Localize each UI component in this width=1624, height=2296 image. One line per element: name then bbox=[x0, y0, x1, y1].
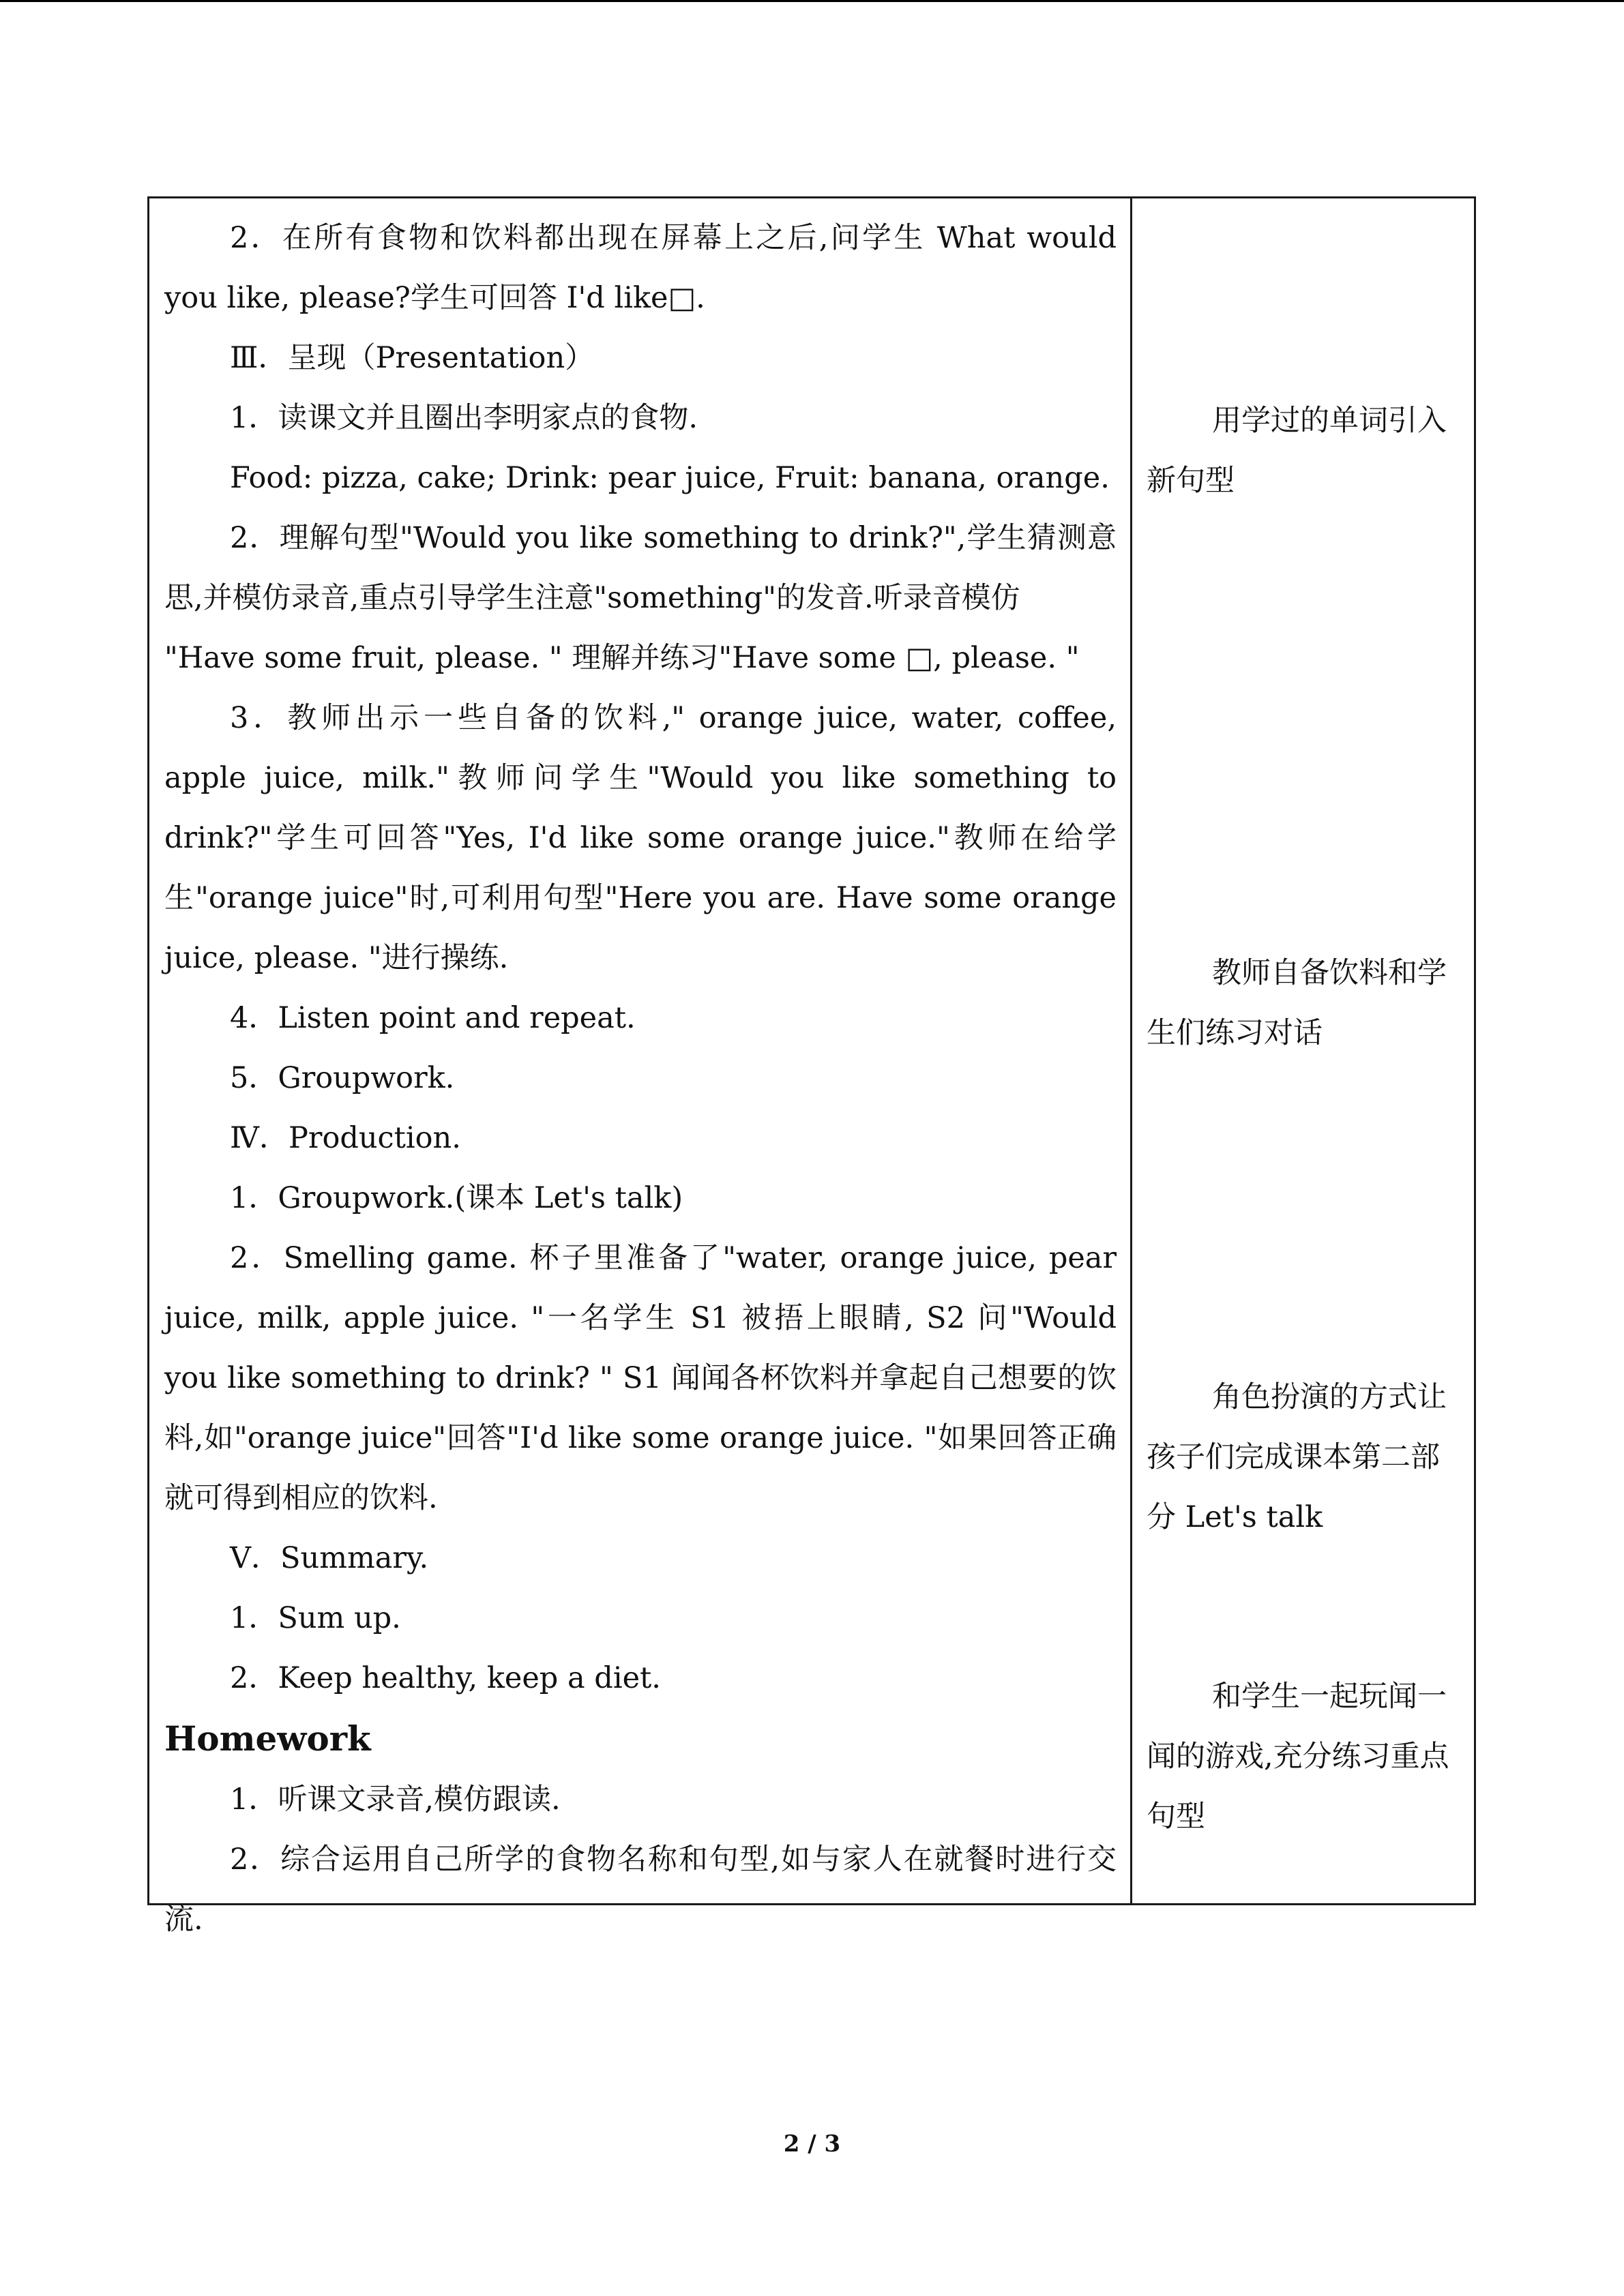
design-note-text: 和学生一起玩闻一闻的游戏,充分练习重点句型 bbox=[1147, 1680, 1449, 1834]
lesson-table bbox=[147, 196, 1476, 1937]
homework-heading: Homework bbox=[164, 1718, 371, 1759]
paragraph: 2．理解句型"Would you like something to drink?",学生猜测意思,并模仿录音,重点引导学生注意"something"的发音.听录音模仿 bbox=[164, 521, 1117, 615]
column-divider bbox=[1130, 198, 1132, 1903]
paragraph: 4．Listen point and repeat. bbox=[230, 1001, 636, 1035]
paragraph: 2．Smelling game. 杯子里准备了"water, orange juice, pear juice, milk, apple juice. "一名学生 S1 被捂上眼睛, S2 问"Would you like something to drink? " S1 闻闻各杯饮料并拿起自己想要的饮料,如"orange juice"回答"I'd like some orange juice. "如果回答正确就可得到相应的饮料. bbox=[164, 1241, 1117, 1515]
paragraph: 1．Sum up. bbox=[230, 1601, 401, 1635]
design-note-text: 角色扮演的方式让孩子们完成课本第二部分 Let's talk bbox=[1147, 1380, 1447, 1534]
paragraph: Food: pizza, cake; Drink: pear juice, Fruit: banana, orange. bbox=[230, 461, 1110, 495]
design-note bbox=[1147, 1667, 1460, 1847]
top-rule bbox=[0, 0, 1624, 2]
design-note bbox=[1147, 391, 1460, 511]
design-note-text: 教师自备饮料和学生们练习对话 bbox=[1147, 956, 1447, 1050]
paragraph: 2．在所有食物和饮料都出现在屏幕上之后,问学生 What would you like, please?学生可回答 I'd like□. bbox=[164, 221, 1117, 315]
section-heading-summary: Ⅴ．Summary. bbox=[230, 1541, 429, 1575]
page-number: 2 / 3 bbox=[783, 2130, 841, 2158]
paragraph: "Have some fruit, please. " 理解并练习"Have some □, please. " bbox=[164, 641, 1080, 675]
paragraph: 5．Groupwork. bbox=[230, 1061, 455, 1095]
paragraph: 2．Keep healthy, keep a diet. bbox=[230, 1661, 661, 1695]
section-heading-production: Ⅳ．Production. bbox=[230, 1121, 461, 1155]
design-note bbox=[1147, 943, 1460, 1063]
homework-item: 2．综合运用自己所学的食物名称和句型,如与家人在就餐时进行交流. bbox=[164, 1843, 1117, 1937]
homework-item: 1．听课文录音,模仿跟读. bbox=[230, 1783, 561, 1817]
design-note-text: 用学过的单词引入新句型 bbox=[1147, 404, 1447, 498]
design-note bbox=[1147, 1367, 1460, 1547]
paragraph: 1．读课文并且圈出李明家点的食物. bbox=[230, 401, 698, 435]
paragraph: 3．教师出示一些自备的饮料," orange juice, water, coffee, apple juice, milk."教师问学生"Would you like something to drink?"学生可回答"Yes, I'd like some orange juice."教师在给学生"orange juice"时,可利用句型"Here you are. Have some orange juice, please. "进行操练. bbox=[164, 701, 1117, 975]
section-heading-presentation: Ⅲ．呈现（Presentation） bbox=[230, 341, 595, 375]
paragraph: 1．Groupwork.(课本 Let's talk) bbox=[230, 1181, 683, 1215]
procedure-column bbox=[164, 208, 1117, 1950]
